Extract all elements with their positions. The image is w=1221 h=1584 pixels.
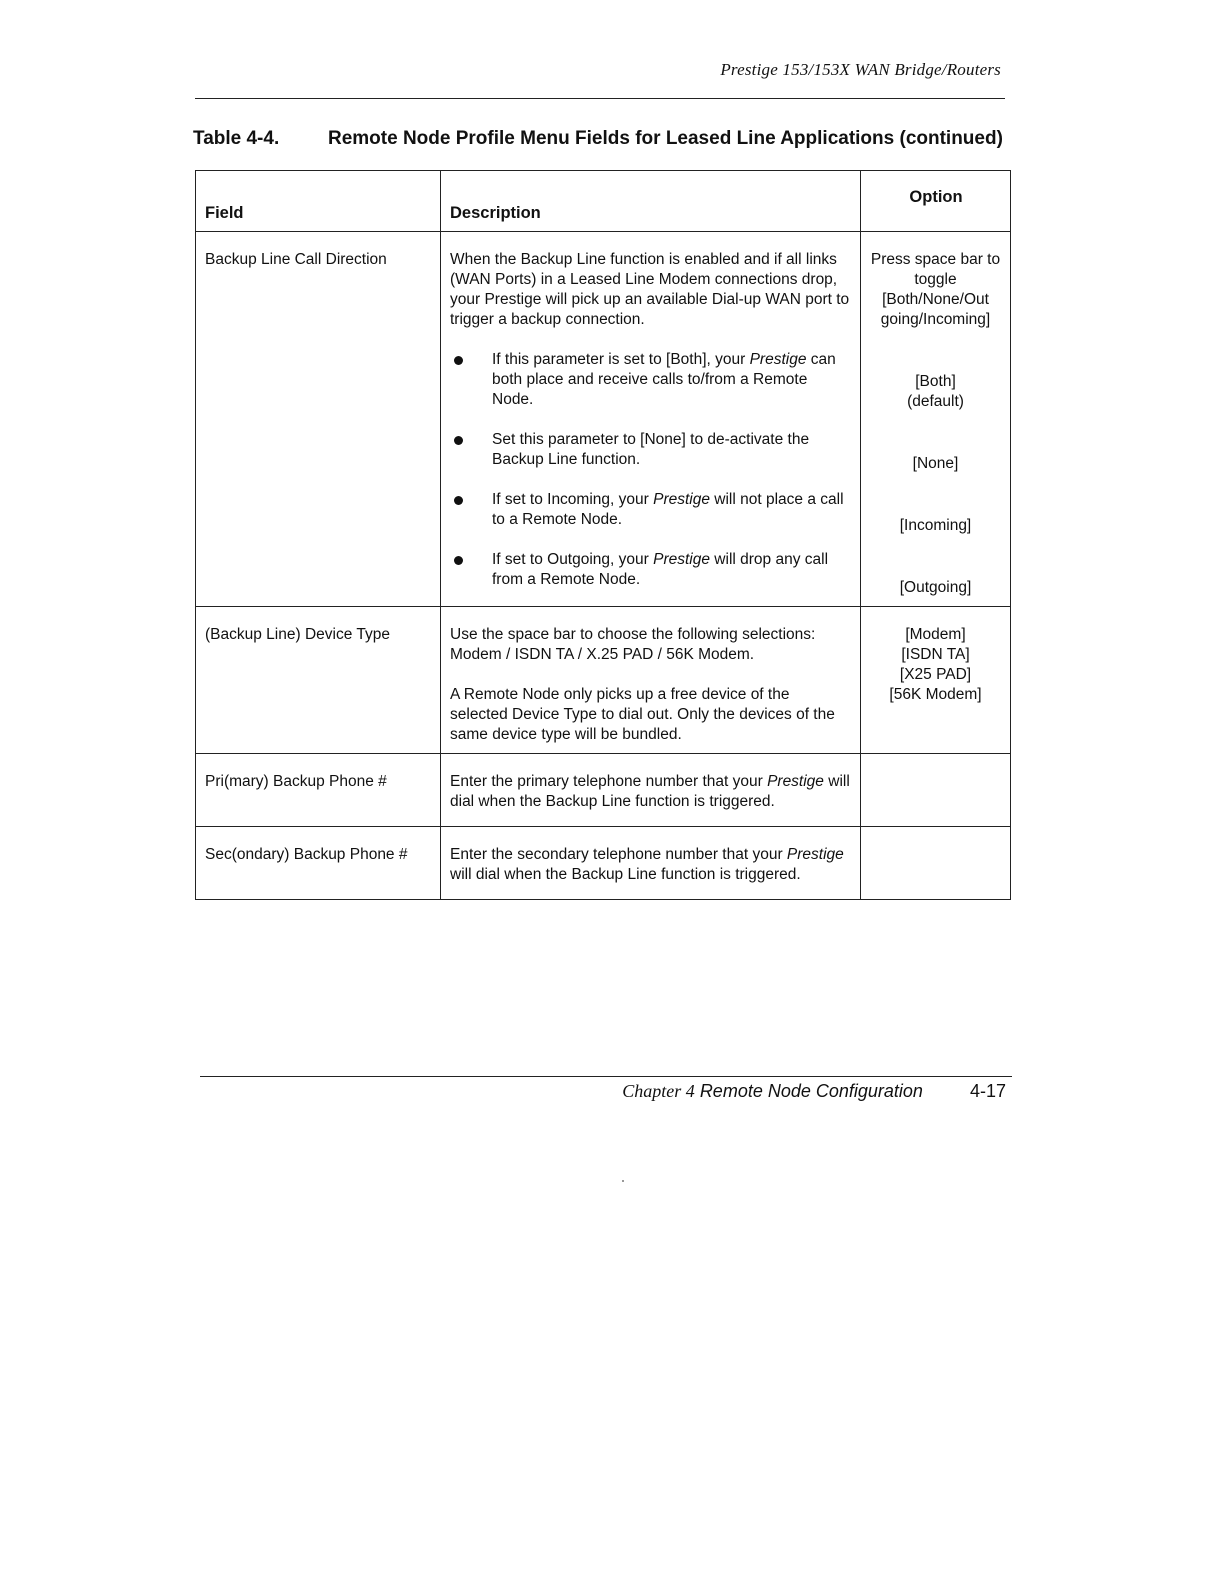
field-name: Pri(mary) Backup Phone # xyxy=(205,773,387,790)
field-cell xyxy=(196,827,441,900)
description-cell: Enter the secondary telephone number that your Prestige will dial when the Backup Line function is triggered. xyxy=(441,827,861,900)
description-text: When the Backup Line function is enabled and if all links (WAN Ports) in a Leased Line Modem connections drop, your Prestige will pick up an available Dial-up WAN port to trigger a backup connection. xyxy=(450,251,850,328)
option-cell xyxy=(861,607,1011,754)
option-default: (default) xyxy=(907,393,964,410)
field-cell xyxy=(196,754,441,827)
option-x25-pad: [X25 PAD] xyxy=(899,666,972,683)
table-caption xyxy=(193,128,1013,150)
bullet-item: Set this parameter to [None] to de-activate the Backup Line function. xyxy=(450,430,850,470)
table-number: Table 4-4. xyxy=(193,128,280,149)
bullet-icon xyxy=(454,436,463,445)
page-footer xyxy=(200,1076,1012,1101)
page-header xyxy=(195,58,1005,99)
option-none: [None] xyxy=(912,455,959,472)
option-incoming: [Incoming] xyxy=(899,517,972,534)
description-cell xyxy=(441,232,861,607)
bullet-icon xyxy=(454,496,463,505)
description-cell xyxy=(441,607,861,754)
chapter-title: Remote Node Configuration xyxy=(699,1081,923,1101)
scan-speck xyxy=(622,1180,624,1182)
running-head: Prestige 153/153X WAN Bridge/Routers xyxy=(720,60,1001,79)
option-56k-modem: [56K Modem] xyxy=(889,686,982,703)
table-row xyxy=(196,232,1011,607)
bullet-icon xyxy=(454,556,463,565)
fields-table xyxy=(195,170,1011,900)
table-row xyxy=(196,607,1011,754)
option-cell xyxy=(861,232,1011,607)
description-cell: Enter the primary telephone number that your Prestige will dial when the Backup Line function is triggered. xyxy=(441,754,861,827)
option-cell xyxy=(861,754,1011,827)
header-description: Description xyxy=(441,171,861,232)
bullet-icon xyxy=(454,356,463,365)
field-cell xyxy=(196,232,441,607)
header-option: Option xyxy=(861,171,1011,232)
option-both: [Both] xyxy=(915,373,956,390)
table-title: Remote Node Profile Menu Fields for Leased Line Applications (continued) xyxy=(328,128,1003,149)
option-modem: [Modem] xyxy=(905,626,966,643)
table-header-row xyxy=(196,171,1011,232)
table-row xyxy=(196,827,1011,900)
option-text: Press space bar to toggle [Both/None/Out going/Incoming] xyxy=(870,251,1001,328)
header-field: Field xyxy=(196,171,441,232)
bullet-item: If this parameter is set to [Both], your Prestige can both place and receive calls to/from a Remote Node. xyxy=(450,350,850,410)
table-row xyxy=(196,754,1011,827)
description-text: A Remote Node only picks up a free device of the selected Device Type to dial out. Only the devices of the same device type will be bundled. xyxy=(450,686,835,743)
option-cell xyxy=(861,827,1011,900)
field-name: Backup Line Call Direction xyxy=(205,251,387,268)
field-cell xyxy=(196,607,441,754)
bullet-item: If set to Outgoing, your Prestige will drop any call from a Remote Node. xyxy=(450,550,850,590)
option-isdn-ta: [ISDN TA] xyxy=(901,646,970,663)
bullet-item: If set to Incoming, your Prestige will not place a call to a Remote Node. xyxy=(450,490,850,530)
field-name: Sec(ondary) Backup Phone # xyxy=(205,846,408,863)
chapter-prefix: Chapter 4 xyxy=(622,1081,695,1101)
page-number: 4-17 xyxy=(969,1081,1006,1101)
field-name: (Backup Line) Device Type xyxy=(205,626,390,643)
description-text: Use the space bar to choose the following selections: Modem / ISDN TA / X.25 PAD / 56K Modem. xyxy=(450,626,816,663)
footer-text xyxy=(622,1081,1006,1102)
option-outgoing: [Outgoing] xyxy=(899,579,972,596)
